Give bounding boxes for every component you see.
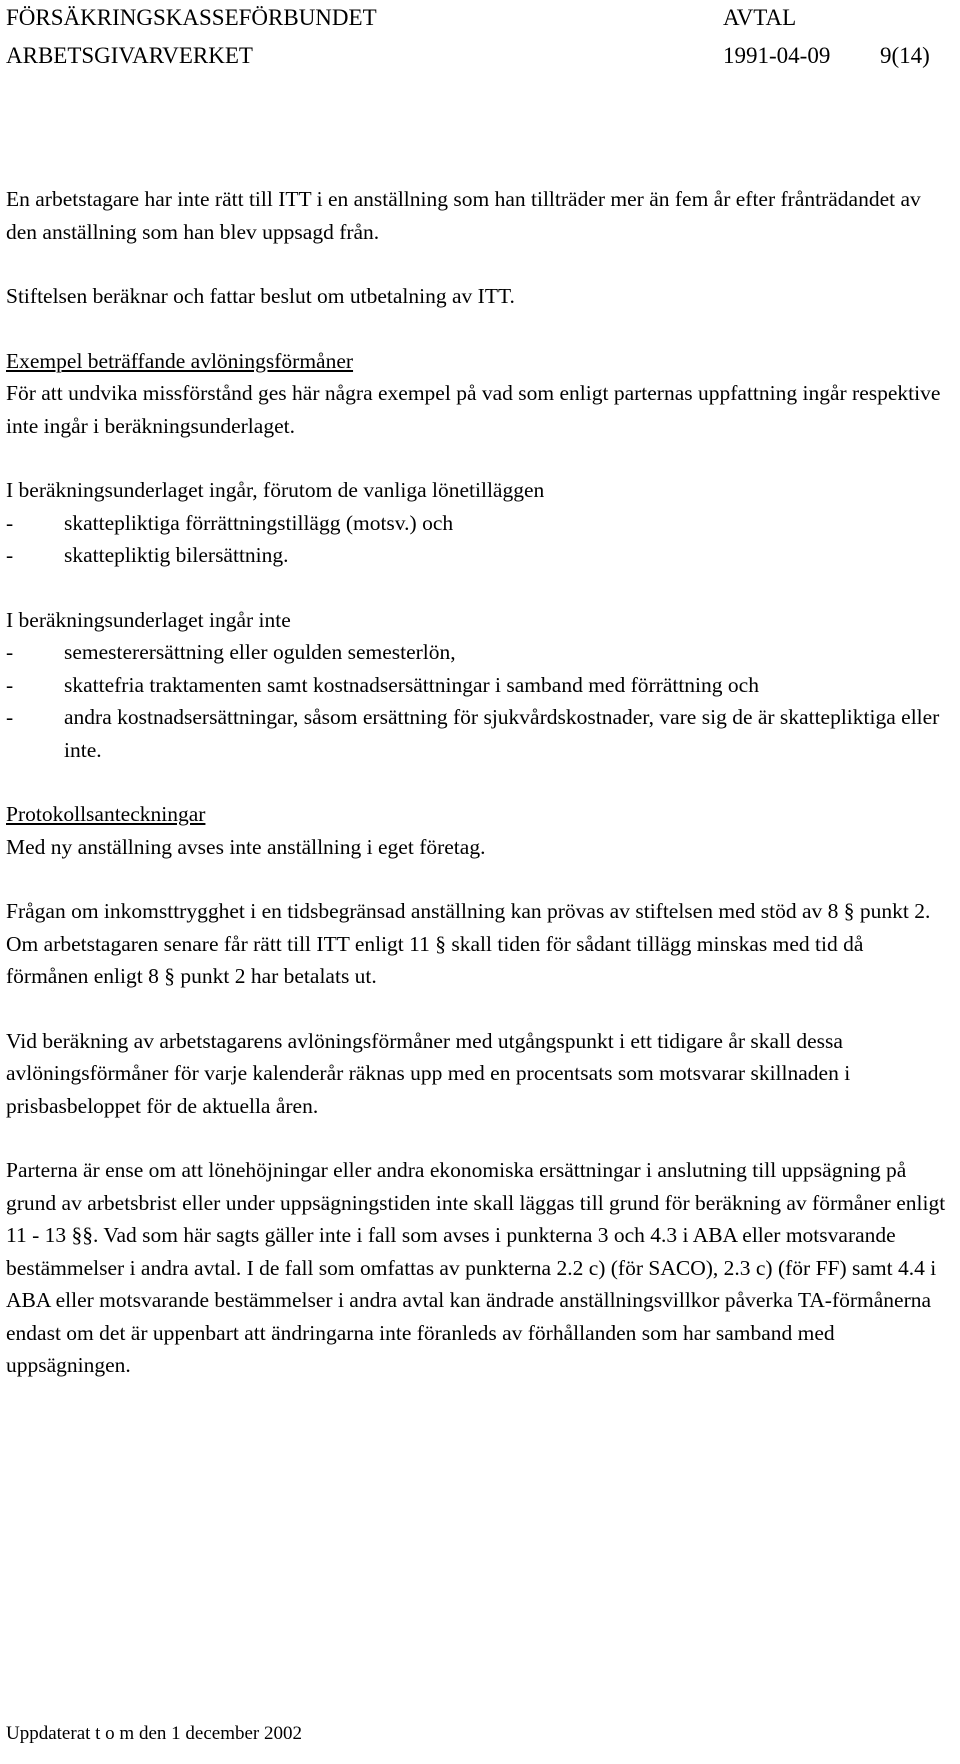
list-block-excludes (6, 604, 946, 767)
list-item-text: skattepliktiga förrättningstillägg (motsv.) och (64, 510, 454, 535)
list-block-includes (6, 474, 946, 572)
list-dash: - (6, 705, 14, 729)
list-item (6, 701, 946, 766)
document-body (6, 183, 946, 1414)
list-item-text: skattefria traktamenten samt kostnadsersättningar i samband med förrättning och (64, 672, 759, 697)
list-item-text: semesterersättning eller ogulden semesterlön, (64, 640, 456, 664)
footer-updated: Uppdaterat t o m den 1 december 2002 (6, 1723, 302, 1744)
paragraph-salary-calculation: Vid beräkning av arbetstagarens avlöningsförmåner med utgångspunkt i ett tidigare år skall dessa avlöningsförmåner för varje kalenderår räknas upp med en procentsats som motsvarar skillnaden i prisbasbeloppet för de aktuella åren. (6, 1028, 851, 1118)
section-protocol-notes (6, 798, 946, 863)
section-heading-examples: Exempel beträffande avlöningsförmåner (6, 348, 354, 373)
section-heading-protocol: Protokollsanteckningar (6, 802, 206, 826)
list-item (6, 507, 946, 540)
list-dash: - (6, 640, 14, 664)
paragraph-itt-time-limit: En arbetstagare har inte rätt till ITT i en anställning som han tillträder mer än fem år efter frånträdandet av den anställning som han blev uppsagd från. (6, 187, 921, 244)
header-page-number: 9(14) (880, 43, 930, 68)
header-date: 1991-04-09 (723, 43, 831, 68)
excludes-intro: I beräkningsunderlaget ingår inte (6, 607, 291, 632)
list-item (6, 539, 946, 572)
list-item-text: andra kostnadsersättningar, såsom ersättning för sjukvårdskostnader, vare sig de är skattepliktiga eller inte. (64, 705, 940, 762)
header-doc-type: AVTAL (723, 5, 797, 30)
includes-intro: I beräkningsunderlaget ingår, förutom de vanliga lönetilläggen (6, 478, 545, 502)
header-org-line1: FÖRSÄKRINGSKASSEFÖRBUNDET (6, 5, 377, 30)
list-item (6, 669, 946, 702)
paragraph-fixed-term: Frågan om inkomsttrygghet i en tidsbegränsad anställning kan prövas av stiftelsen med stöd av 8 § punkt 2. Om arbetstagaren senare får rätt till ITT enligt 11 § skall tiden för sådant tillägg minskas med tid då förmånen enligt 8 § punkt 2 har betalats ut. (6, 899, 931, 988)
paragraph-new-employment: Med ny anställning avses inte anställning i eget företag. (6, 834, 486, 859)
section-salary-examples (6, 345, 946, 443)
paragraph-foundation-decision: Stiftelsen beräknar och fattar beslut om utbetalning av ITT. (6, 284, 515, 308)
list-dash: - (6, 510, 14, 535)
paragraph-parties-agreement: Parterna är ense om att lönehöjningar eller andra ekonomiska ersättningar i anslutning till uppsägning på grund av arbetsbrist eller under uppsägningstiden inte skall läggas till grund för beräkning av förmåner enligt 11 - 13 §§. Vad som här sagts gäller inte i fall som avses i punkterna 3 och 4.3 i ABA eller motsvarande bestämmelser i andra avtal. I de fall som omfattas av punkterna 2.2 c) (för SACO), 2.3 c) (för FF) samt 4.4 i ABA eller motsvarande bestämmelser i andra avtal kan ändrade anställningsvillkor påverka TA-förmånerna endast om det är uppenbart att ändringarna inte föranleds av förhållanden som har samband med uppsägningen. (6, 1158, 946, 1377)
header-org-line2: ARBETSGIVARVERKET (6, 43, 253, 68)
list-dash: - (6, 543, 14, 567)
paragraph-examples-intro: För att undvika missförstånd ges här några exempel på vad som enligt parternas uppfattning ingår respektive inte ingår i beräkningsunderlaget. (6, 381, 941, 438)
list-item-text: skattepliktig bilersättning. (64, 543, 289, 567)
list-item (6, 636, 946, 669)
list-dash: - (6, 672, 14, 697)
